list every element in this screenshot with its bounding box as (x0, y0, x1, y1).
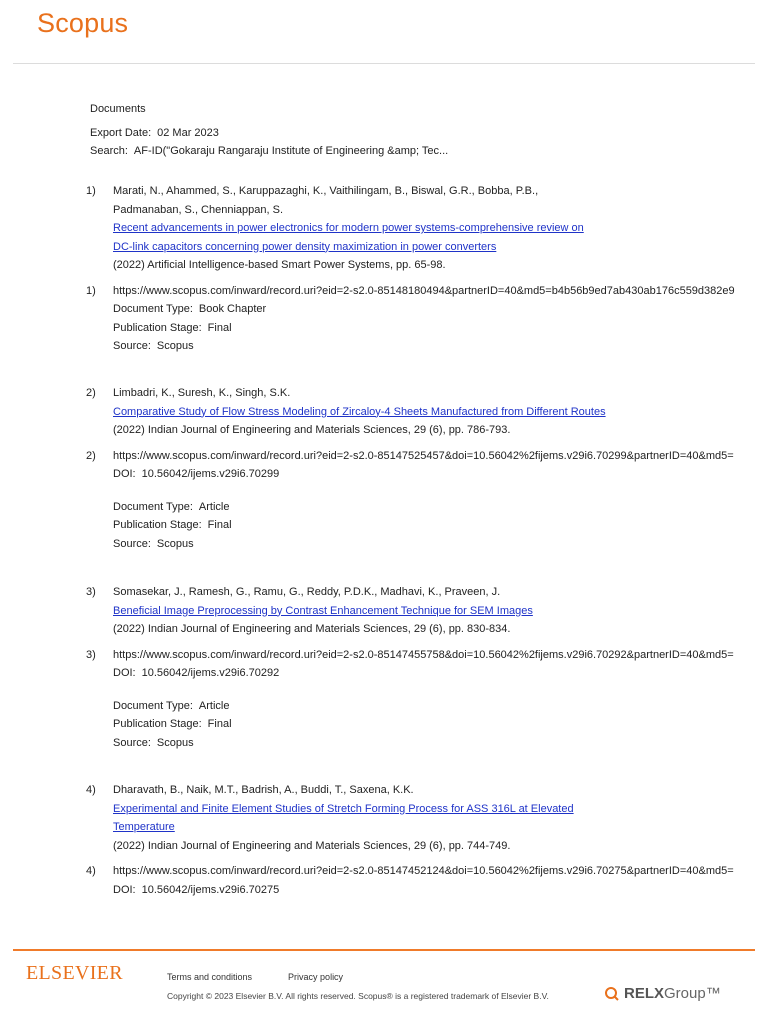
relx-logo (604, 985, 721, 1002)
stage-label: Publication Stage: (113, 321, 202, 334)
record-authors: Dharavath, B., Naik, M.T., Badrish, A., Buddi, T., Saxena, K.K. (113, 784, 414, 796)
stage-value: Final (207, 321, 232, 334)
record-number: 1) (86, 284, 96, 297)
footer-divider (13, 949, 755, 951)
record-citation: (2022) Indian Journal of Engineering and Materials Sciences, 29 (6), pp. 786-793. (113, 424, 511, 436)
record-authors: Marati, N., Ahammed, S., Karuppazaghi, K., Vaithilingam, B., Biswal, G.R., Bobba, P.B., (113, 185, 539, 197)
doc-type-label: Document Type: (113, 303, 193, 315)
copyright-text: Copyright © 2023 Elsevier B.V. All rights reserved. Scopus® is a registered trademark of Elsevier B.V. (167, 991, 549, 1001)
record-title-link[interactable]: Beneficial Image Preprocessing by Contrast Enhancement Technique for SEM Images (113, 604, 533, 617)
record-authors-cont: Padmanaban, S., Chenniappan, S. (113, 203, 284, 216)
doi-label: DOI: (113, 468, 136, 480)
relx-bold: RELX (624, 985, 665, 1002)
record-url[interactable]: https://www.scopus.com/inward/record.uri?eid=2-s2.0-85147525457&doi=10.56042%2fijems.v29i6.70299&partnerID=40&md5= (113, 449, 734, 462)
doi-value: 10.56042/ijems.v29i6.70299 (141, 468, 280, 480)
source-label: Source: (113, 537, 151, 550)
search-value: AF-ID("Gokaraju Rangaraju Institute of Engineering &amp; Tec... (133, 145, 449, 157)
record-number: 3) (86, 586, 96, 598)
record-url[interactable]: https://www.scopus.com/inward/record.uri?eid=2-s2.0-85148180494&partnerID=40&md5=b4b56b9ed7ab430ab176c559d382e9 (113, 284, 735, 297)
doc-type-value: Book Chapter (198, 303, 267, 315)
record-number: 3) (86, 648, 96, 661)
record-authors: Limbadri, K., Suresh, K., Singh, S.K. (113, 387, 291, 399)
doi-value: 10.56042/ijems.v29i6.70292 (141, 667, 280, 679)
doc-type-label: Document Type: (113, 500, 193, 513)
record-number: 1) (86, 185, 96, 197)
record-number: 4) (86, 865, 96, 877)
source-value: Scopus (156, 537, 194, 550)
search-label: Search: (90, 145, 128, 157)
doi-label: DOI: (113, 883, 136, 896)
footer-links (167, 972, 379, 982)
search-line (90, 142, 448, 160)
record-citation: (2022) Indian Journal of Engineering and Materials Sciences, 29 (6), pp. 744-749. (113, 839, 511, 852)
documents-heading: Documents (90, 103, 146, 115)
record-url[interactable]: https://www.scopus.com/inward/record.uri?eid=2-s2.0-85147455758&doi=10.56042%2fijems.v29i6.70292&partnerID=40&md5= (113, 648, 734, 661)
record-title-link[interactable]: Experimental and Finite Element Studies of Stretch Forming Process for ASS 316L at Elevated (113, 802, 574, 815)
record-number: 4) (86, 784, 96, 796)
header-divider (13, 63, 755, 64)
scopus-logo: Scopus (37, 8, 129, 38)
stage-value: Final (207, 718, 232, 730)
source-label: Source: (113, 736, 151, 749)
privacy-link[interactable]: Privacy policy (288, 972, 344, 982)
stage-label: Publication Stage: (113, 519, 202, 531)
record-title-link[interactable]: Recent advancements in power electronics for modern power systems-comprehensive review on (113, 222, 584, 234)
export-date-value: 02 Mar 2023 (157, 127, 219, 139)
source-label: Source: (113, 340, 151, 352)
relx-mark-icon (604, 986, 620, 1002)
stage-label: Publication Stage: (113, 718, 202, 730)
doc-type-label: Document Type: (113, 699, 193, 712)
export-meta (90, 100, 448, 160)
elsevier-logo: ELSEVIER (26, 962, 123, 984)
terms-link[interactable]: Terms and conditions (167, 972, 253, 982)
doc-type-value: Article (198, 500, 230, 513)
record-number: 2) (86, 449, 96, 462)
stage-value: Final (207, 519, 232, 531)
record-title-link-cont[interactable]: DC-link capacitors concerning power density maximization in power converters (113, 240, 497, 253)
export-date-line (90, 124, 448, 142)
record-title-link-cont[interactable]: Temperature (113, 821, 175, 833)
export-date-label: Export Date: (90, 127, 152, 139)
record-title-link[interactable]: Comparative Study of Flow Stress Modeling of Zircaloy-4 Sheets Manufactured from Different Routes (113, 405, 606, 418)
record-1 (86, 182, 768, 356)
record-4 (86, 781, 768, 899)
record-number: 2) (86, 387, 96, 399)
relx-rest: Group™ (664, 985, 721, 1002)
record-authors: Somasekar, J., Ramesh, G., Ramu, G., Reddy, P.D.K., Madhavi, K., Praveen, J. (113, 586, 501, 598)
record-citation: (2022) Indian Journal of Engineering and Materials Sciences, 29 (6), pp. 830-834. (113, 623, 511, 635)
doc-type-value: Article (198, 699, 230, 712)
doi-value: 10.56042/ijems.v29i6.70275 (141, 883, 280, 896)
record-3 (86, 583, 768, 752)
doi-label: DOI: (113, 667, 136, 679)
source-value: Scopus (156, 340, 194, 352)
record-url[interactable]: https://www.scopus.com/inward/record.uri?eid=2-s2.0-85147452124&doi=10.56042%2fijems.v29i6.70275&partnerID=40&md5= (113, 865, 734, 877)
record-citation: (2022) Artificial Intelligence-based Smart Power Systems, pp. 65-98. (113, 259, 446, 271)
source-value: Scopus (156, 736, 194, 749)
record-2 (86, 384, 768, 553)
